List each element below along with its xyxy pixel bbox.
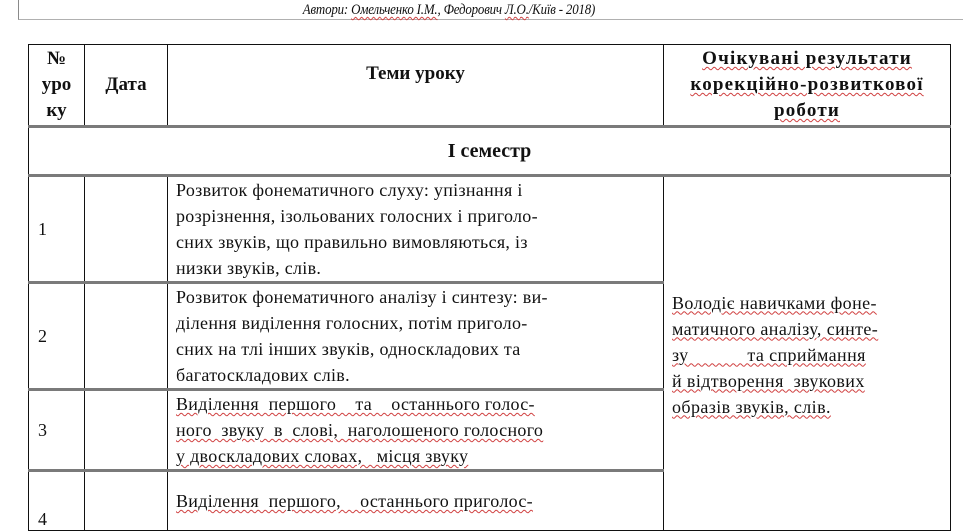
lesson-plan-table [28, 44, 951, 531]
authors-line [0, 0, 957, 20]
lesson-number: 1 [29, 176, 85, 283]
topic-line: низки звуків, слів. [176, 258, 322, 278]
column-header-date: Дата [85, 45, 168, 127]
table-header-row [29, 45, 951, 127]
authors-prefix: Автори: [302, 2, 351, 18]
header-num-line-2: уро [41, 74, 72, 95]
column-header-lesson-number [29, 45, 85, 127]
expected-results-cell [664, 176, 951, 531]
lesson-number: 4 [29, 471, 85, 531]
topic-line: розрізнення, ізольованих голосних і приголо- [176, 206, 538, 226]
topic-line: ного звуку в слові, наголошеного голосного [176, 420, 544, 440]
authors-suffix: /Київ - 2018) [528, 2, 595, 18]
header-num-line-1: № [46, 48, 67, 69]
table-row [29, 176, 951, 283]
topic-line: сних на тлі інших звуків, односкладових та [176, 339, 521, 359]
lesson-topic [168, 283, 664, 390]
lesson-date[interactable] [85, 176, 168, 283]
results-line: матичного аналізу, синте- [672, 318, 879, 339]
results-line: зу та сприймання [672, 344, 866, 365]
lesson-date[interactable] [85, 471, 168, 531]
topic-line: Виділення першого та останнього голос- [176, 394, 535, 414]
results-line: й відтворення звукових [672, 370, 865, 391]
header-results-line-1: Очікувані результати [702, 48, 912, 69]
authors-separator: , Федорович [436, 2, 505, 18]
topic-line: сних звуків, що правильно вимовляються, із [176, 232, 528, 252]
lesson-topic [168, 176, 664, 283]
lesson-date[interactable] [85, 390, 168, 471]
lesson-number: 2 [29, 283, 85, 390]
topic-line: Виділення першого, останнього приголос- [176, 491, 533, 511]
semester-label: І семестр [29, 127, 951, 176]
column-header-topic: Теми уроку [168, 45, 664, 127]
topic-line: у двоскладових словах, місця звуку [176, 446, 469, 466]
author-2-initials: Л.О. [504, 2, 529, 18]
topic-line: Розвиток фонематичного аналізу і синтезу: ви- [176, 287, 548, 307]
results-line: образів звуків, слів. [672, 396, 831, 417]
lesson-number: 3 [29, 390, 85, 471]
topic-line: багатоскладових слів. [176, 365, 350, 385]
lesson-date[interactable] [85, 283, 168, 390]
header-num-line-3: ку [46, 100, 67, 121]
topic-line: ділення виділення голосних, потім приголо- [176, 313, 528, 333]
topic-line: Розвиток фонематичного слуху: упізнання і [176, 180, 523, 200]
header-results-line-2: корекційно-розвиткової [690, 74, 924, 95]
header-results-line-3: роботи [773, 100, 841, 121]
column-header-expected-results [664, 45, 951, 127]
semester-row [29, 127, 951, 176]
results-line: Володіє навичками фоне- [672, 292, 877, 313]
lesson-topic [168, 390, 664, 471]
lesson-topic [168, 471, 664, 531]
author-1: Омельченко І.М. [350, 2, 437, 18]
